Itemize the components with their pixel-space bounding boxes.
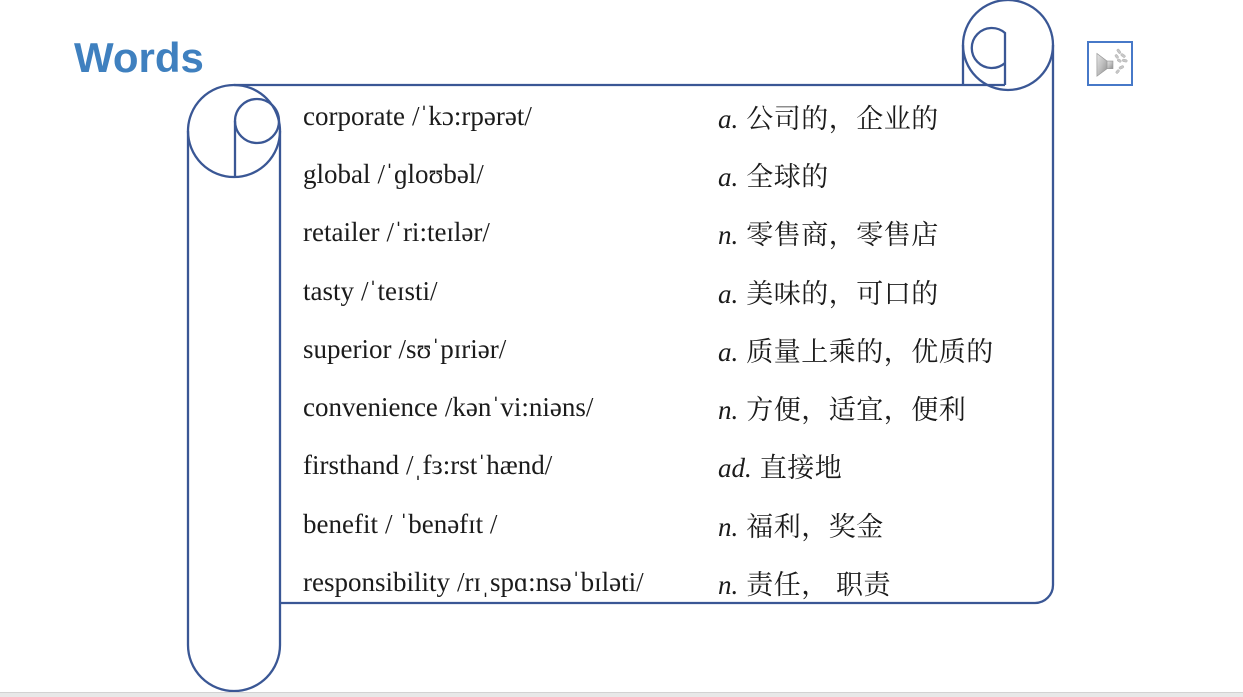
scroll-left-curl-inner <box>235 99 279 143</box>
word-meaning: 零售商，零售店 <box>746 220 939 251</box>
bottom-edge-bar <box>0 692 1243 697</box>
word-term: retailer <box>303 217 380 248</box>
word-meaning: 全球的 <box>746 161 829 192</box>
word-phonetic: /rɪˌspɑ:nsəˈbɪləti/ <box>457 567 644 598</box>
word-pos: a. <box>718 103 739 134</box>
sound-waves <box>1115 48 1128 73</box>
word-meaning: 公司的，企业的 <box>746 103 939 134</box>
scroll-left-roll-bottom <box>188 645 280 691</box>
word-phonetic: /ˈteɪsti/ <box>361 275 438 306</box>
word-phonetic: / ˈbenəfɪt / <box>384 508 498 539</box>
word-phonetic: /ˈkɔ:rpərət/ <box>411 100 532 131</box>
word-row <box>303 553 1083 611</box>
word-term: superior <box>303 333 392 364</box>
word-term: global <box>303 158 371 189</box>
word-phonetic: /ˈɡloʊbəl/ <box>377 158 484 189</box>
word-phonetic: /ˈri:teɪlər/ <box>386 217 490 248</box>
word-meaning: 福利，奖金 <box>746 511 884 542</box>
word-term: benefit <box>303 508 378 539</box>
word-row <box>303 495 1083 553</box>
word-row <box>303 320 1083 378</box>
word-term: corporate <box>303 100 405 131</box>
word-meaning: 质量上乘的，优质的 <box>746 336 994 367</box>
word-row <box>303 145 1083 203</box>
word-pos: a. <box>718 161 739 192</box>
word-meaning: 方便，适宜，便利 <box>746 395 967 426</box>
scroll-right-curl-outer <box>963 0 1053 90</box>
word-meaning: 责任， 职责 <box>746 570 891 601</box>
word-term: tasty <box>303 275 354 306</box>
word-term: convenience <box>303 392 438 423</box>
word-pos: n. <box>718 511 739 542</box>
word-pos: a. <box>718 336 739 367</box>
word-pos: n. <box>718 220 739 251</box>
word-pos: n. <box>718 570 739 601</box>
word-pos: ad. <box>718 453 752 484</box>
word-term: firsthand <box>303 450 399 481</box>
speaker-icon <box>1091 45 1129 83</box>
page-title: Words <box>74 34 204 81</box>
word-row <box>303 87 1083 145</box>
word-term: responsibility <box>303 567 450 598</box>
word-pos: n. <box>718 395 739 426</box>
word-row <box>303 378 1083 436</box>
audio-play-button[interactable] <box>1087 41 1133 86</box>
word-row <box>303 437 1083 495</box>
word-meaning: 美味的，可口的 <box>746 278 939 309</box>
word-phonetic: /sʊˈpɪriər/ <box>398 333 507 364</box>
word-list <box>303 87 1083 612</box>
word-meaning: 直接地 <box>759 453 843 484</box>
word-pos: a. <box>718 278 739 309</box>
word-row <box>303 262 1083 320</box>
word-phonetic: /ˌfɜ:rstˈhænd/ <box>405 450 553 481</box>
word-phonetic: /kənˈvi:niəns/ <box>444 392 594 423</box>
word-row <box>303 204 1083 262</box>
